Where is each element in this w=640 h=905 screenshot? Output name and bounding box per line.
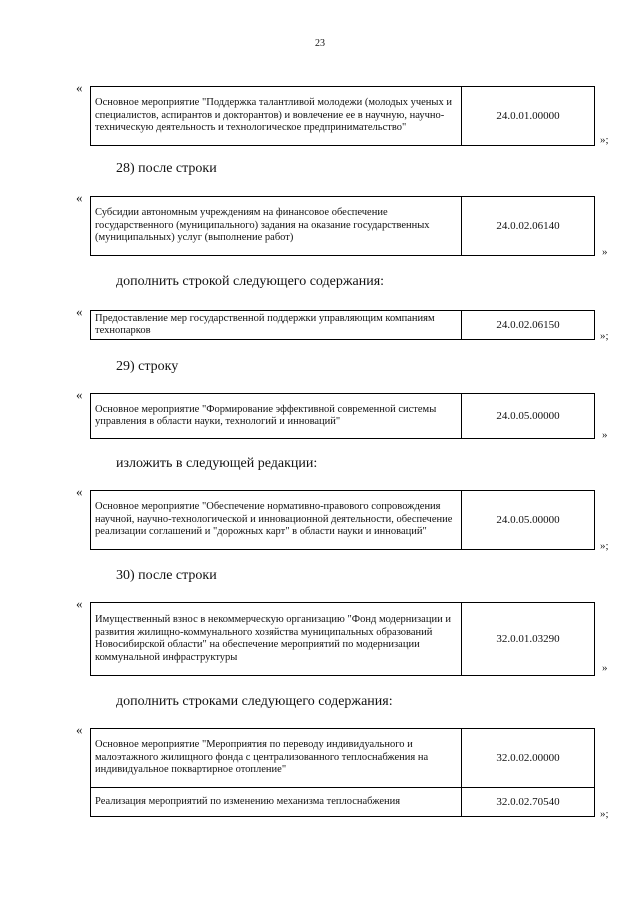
page-number: 23	[315, 38, 325, 49]
close-quote: »	[602, 429, 608, 441]
row-code: 32.0.02.00000	[462, 729, 595, 788]
row-code: 24.0.01.00000	[462, 87, 595, 146]
paragraph-29: 29) строку	[116, 359, 179, 374]
table-row	[91, 788, 595, 817]
paragraph-28: 28) после строки	[116, 161, 217, 176]
budget-table	[90, 196, 595, 256]
open-quote: «	[76, 484, 83, 499]
budget-table	[90, 728, 595, 817]
close-quote: »	[602, 246, 608, 258]
paragraph-add-lines: дополнить строками следующего содержания:	[116, 694, 393, 709]
budget-table	[90, 393, 595, 439]
budget-table	[90, 490, 595, 550]
row-description: Основное мероприятие "Поддержка талантливой молодежи (молодых ученых и специалистов, аспирантов и докторантов) и вовлечение ее в научную, научно-техническую деятельность и технологическое предпринимательство"	[91, 87, 462, 146]
open-quote: «	[76, 596, 83, 611]
row-code: 24.0.02.06150	[462, 311, 595, 340]
row-code: 24.0.02.06140	[462, 197, 595, 256]
open-quote: «	[76, 190, 83, 205]
table-row	[91, 491, 595, 550]
table-row	[91, 197, 595, 256]
row-code: 24.0.05.00000	[462, 491, 595, 550]
row-description: Предоставление мер государственной поддержки управляющим компаниям технопарков	[91, 311, 462, 340]
paragraph-new-edition: изложить в следующей редакции:	[116, 456, 318, 471]
table-row	[91, 729, 595, 788]
paragraph-30: 30) после строки	[116, 568, 217, 583]
row-code: 32.0.01.03290	[462, 603, 595, 676]
close-quote: »;	[600, 808, 609, 820]
close-quote: »	[602, 662, 608, 674]
row-description: Основное мероприятие "Обеспечение нормативно-правового сопровождения научной, научно-технологической и инновационной деятельности, обеспечение реализации соглашений и "дорожных карт" в области науки и инноваций"	[91, 491, 462, 550]
row-description: Реализация мероприятий по изменению механизма теплоснабжения	[91, 788, 462, 817]
table-row	[91, 603, 595, 676]
row-description: Основное мероприятие "Формирование эффективной современной системы управления в области науки, технологий и инноваций"	[91, 394, 462, 439]
close-quote: »;	[600, 330, 609, 342]
row-description: Основное мероприятие "Мероприятия по переводу индивидуального и малоэтажного жилищного фонда с централизованного теплоснабжения на индивидуальное поквартирное отопление"	[91, 729, 462, 788]
budget-table	[90, 310, 595, 340]
table-row	[91, 87, 595, 146]
row-description: Субсидии автономным учреждениям на финансовое обеспечение государственного (муниципального) задания на оказание государственных (муниципальных) услуг (выполнение работ)	[91, 197, 462, 256]
paragraph-add-line: дополнить строкой следующего содержания:	[116, 274, 385, 289]
row-description: Имущественный взнос в некоммерческую организацию "Фонд модернизации и развития жилищно-коммунального хозяйства муниципальных образований Новосибирской области" на обеспечение мероприятий по модернизации коммунальной инфраструктуры	[91, 603, 462, 676]
budget-table	[90, 602, 595, 676]
open-quote: «	[76, 722, 83, 737]
row-code: 32.0.02.70540	[462, 788, 595, 817]
open-quote: «	[76, 387, 83, 402]
table-row	[91, 311, 595, 340]
row-code: 24.0.05.00000	[462, 394, 595, 439]
close-quote: »;	[600, 134, 609, 146]
table-row	[91, 394, 595, 439]
close-quote: »;	[600, 540, 609, 552]
budget-table	[90, 86, 595, 146]
open-quote: «	[76, 304, 83, 319]
open-quote: «	[76, 80, 83, 95]
